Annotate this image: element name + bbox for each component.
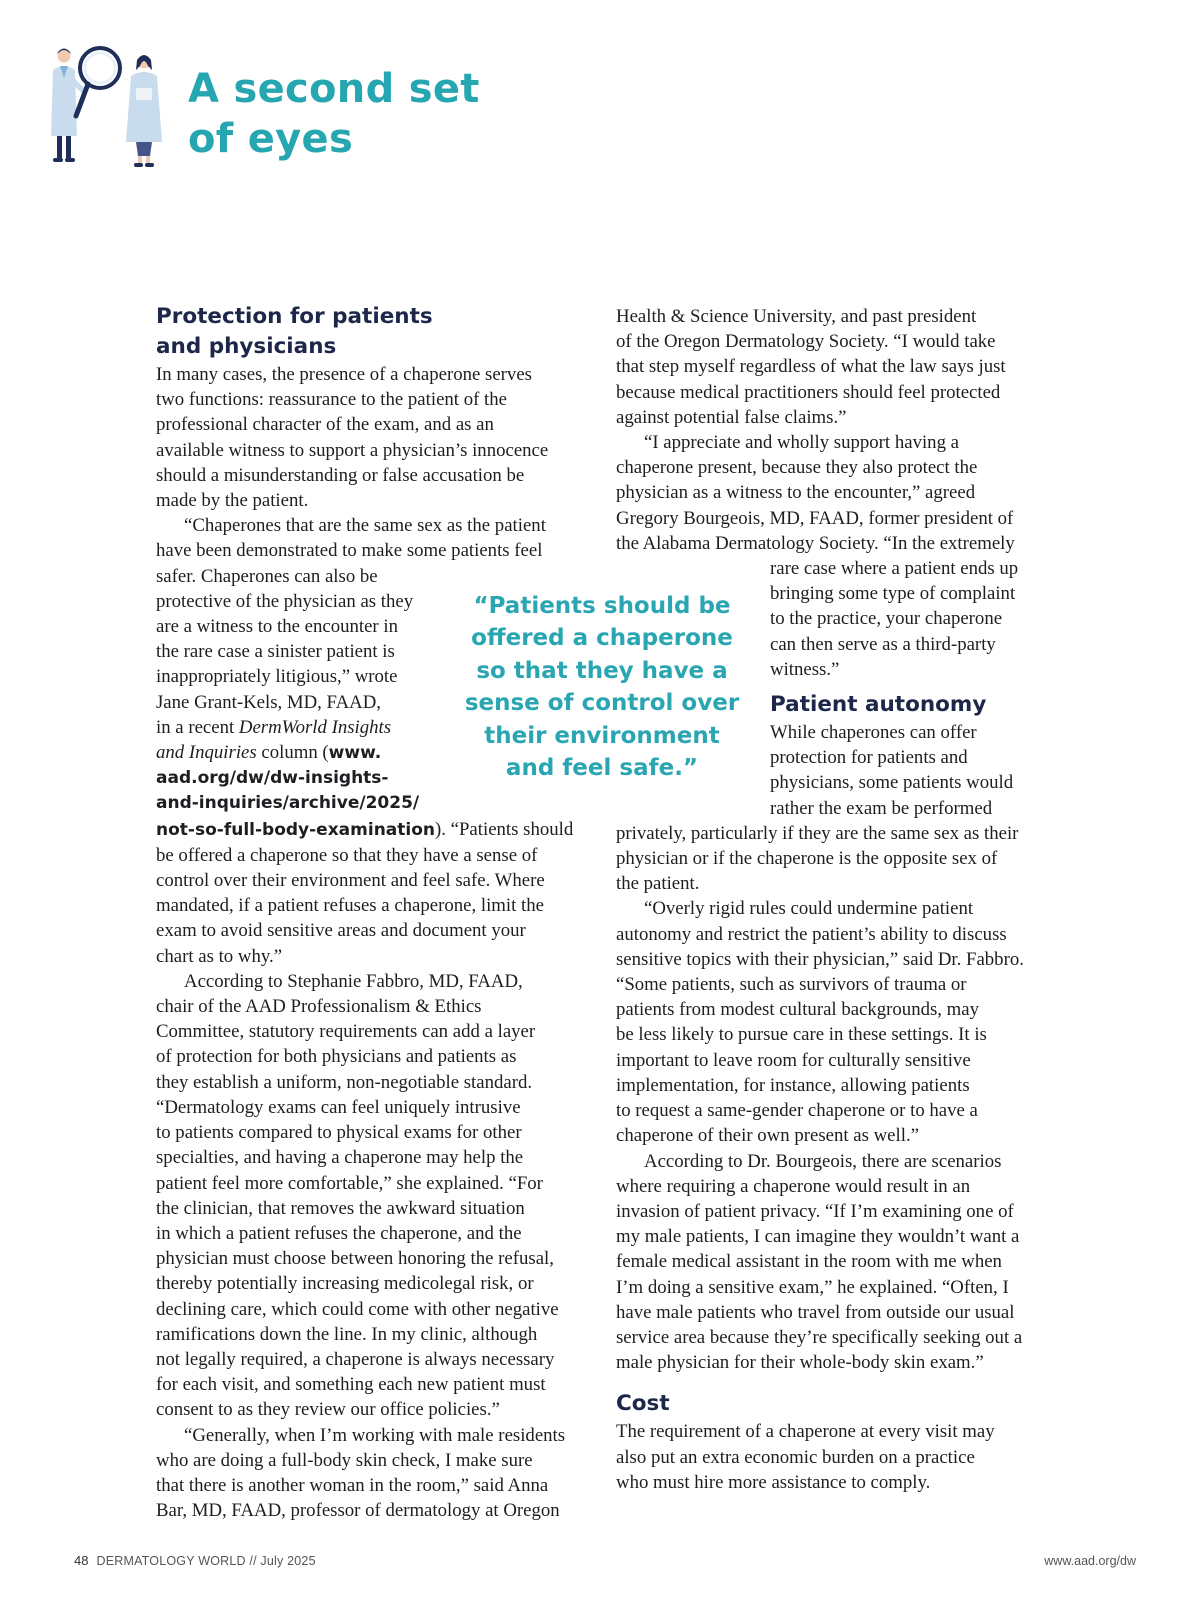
publication-name: DERMATOLOGY WORLD // July 2025 [96, 1554, 316, 1568]
text-line: to the practice, your chaperone [770, 608, 1003, 630]
text-line: Health & Science University, and past president [616, 306, 977, 327]
text-line: “Generally, when I’m working with male residents [184, 1424, 566, 1446]
text-line: witness.” [770, 658, 840, 680]
text-line: Jane Grant-Kels, MD, FAAD, [156, 691, 381, 713]
text-line: chair of the AAD Professionalism & Ethics [156, 996, 482, 1018]
text-segment: in a recent [156, 716, 239, 738]
pull-quote-line: sense of control over [464, 690, 740, 717]
text-line: “Chaperones that are the same sex as the patient [184, 515, 546, 537]
article-link[interactable]: www. [328, 743, 382, 764]
text-line: rather the exam be performed [770, 797, 993, 819]
text-line: privately, particularly if they are the same sex as their [616, 822, 1019, 844]
text-line: because medical practitioners should feel protected [616, 381, 1001, 403]
text-line: mandated, if a patient refuses a chaperone, limit the [156, 895, 544, 917]
paragraph [616, 1149, 1056, 1376]
text-line: chaperone of their own present as well.” [616, 1125, 919, 1147]
heading-line: Protection for patients [156, 304, 433, 329]
text-line: male physician for their whole-body skin exam.” [616, 1352, 984, 1374]
text-line: Bar, MD, FAAD, professor of dermatology at Oregon [156, 1500, 560, 1522]
paragraph [156, 969, 596, 1423]
article-link[interactable]: not-so-full-body-examination [156, 819, 435, 840]
text-line: important to leave room for culturally sensitive [616, 1049, 971, 1071]
text-line: in which a patient refuses the chaperone, and the [156, 1222, 522, 1244]
text-line: implementation, for instance, allowing patients [616, 1074, 970, 1096]
text-line: should a misunderstanding or false accusation be [156, 464, 525, 486]
footer-url[interactable]: www.aad.org/dw [1044, 1554, 1136, 1568]
text-line: are a witness to the encounter in [156, 616, 398, 638]
text-line: that step myself regardless of what the law says just [616, 356, 1006, 378]
text-line: Committee, statutory requirements can add a layer [156, 1021, 536, 1043]
text-line: available witness to support a physician’s innocence [156, 439, 549, 461]
pull-quote-line: and feel safe.” [505, 755, 699, 782]
column-name: and Inquiries [156, 742, 257, 764]
text-line: declining care, which could come with other negative [156, 1298, 559, 1320]
text-line: specialties, and having a chaperone may help the [156, 1147, 524, 1169]
left-column [156, 302, 596, 1523]
text-line: female medical assistant in the room with me when [616, 1251, 1002, 1273]
text-line: physician or if the chaperone is the opposite sex of [616, 848, 998, 870]
text-line: control over their environment and feel safe. Where [156, 870, 545, 892]
paragraph [156, 362, 596, 513]
text-line: According to Stephanie Fabbro, MD, FAAD, [184, 970, 523, 992]
text-line: of protection for both physicians and patients as [156, 1046, 517, 1068]
paragraph [616, 430, 1056, 556]
text-line: protection for patients and [770, 747, 968, 769]
text-line: In many cases, the presence of a chaperone serves [156, 364, 532, 385]
text-line: sensitive topics with their physician,” said Dr. Fabbro. [616, 948, 1024, 970]
narrow-text-block [616, 556, 1056, 821]
text-line: to request a same-gender chaperone or to have a [616, 1100, 978, 1122]
text-line: “I appreciate and wholly support having a [644, 432, 959, 454]
text-line: While chaperones can offer [770, 722, 977, 744]
text-line: who must hire more assistance to comply. [616, 1471, 931, 1493]
pull-quote-line: so that they have a [476, 657, 728, 684]
text-line: not legally required, a chaperone is always necessary [156, 1348, 555, 1370]
pull-quote-line: their environment [484, 722, 720, 749]
text-line: inappropriately litigious,” wrote [156, 666, 398, 688]
text-line: have male patients who travel from outside our usual [616, 1301, 1015, 1323]
text-line: against potential false claims.” [616, 406, 847, 428]
text-line [156, 740, 596, 766]
text-line: they establish a uniform, non-negotiable standard. [156, 1071, 533, 1093]
text-line: thereby potentially increasing medicolegal risk, or [156, 1273, 534, 1295]
text-line: have been demonstrated to make some patients feel [156, 540, 543, 562]
text-line: who are doing a full-body skin check, I make sure [156, 1449, 533, 1471]
article-link[interactable]: aad.org/dw/dw-insights- [156, 768, 389, 789]
text-line: can then serve as a third-party [770, 633, 996, 655]
text-line: patients from modest cultural backgrounds, may [616, 999, 980, 1021]
text-line: of the Oregon Dermatology Society. “I would take [616, 331, 996, 353]
text-line: physician as a witness to the encounter,” agreed [616, 482, 976, 504]
text-line: “Dermatology exams can feel uniquely intrusive [156, 1096, 521, 1118]
section-heading-autonomy: Patient autonomy [770, 692, 987, 718]
pull-quote-line: “Patients should be [473, 593, 731, 619]
section-heading-protection [156, 302, 596, 362]
article-title-line: A second set [188, 66, 480, 112]
text-line [156, 715, 596, 740]
text-line: where requiring a chaperone would result in an [616, 1175, 971, 1197]
text-segment: column ( [256, 742, 329, 764]
paragraph [156, 1423, 596, 1524]
footer-publication [74, 1553, 316, 1568]
text-line: the clinician, that removes the awkward situation [156, 1197, 525, 1219]
article-title-line: of eyes [188, 116, 354, 162]
page-number: 48 [74, 1553, 89, 1568]
text-line: the rare case a sinister patient is [156, 641, 395, 663]
paragraph [616, 896, 1056, 1148]
text-line: Gregory Bourgeois, MD, FAAD, former president of [616, 507, 1014, 529]
text-line: protective of the physician as they [156, 590, 414, 612]
text-line: the Alabama Dermatology Society. “In the extremely [616, 532, 1015, 554]
text-line: According to Dr. Bourgeois, there are scenarios [644, 1150, 1002, 1172]
text-line: be less likely to pursue care in these settings. It is [616, 1024, 987, 1046]
text-line: to patients compared to physical exams for other [156, 1122, 522, 1144]
paragraph [616, 1419, 1056, 1495]
text-line: that there is another woman in the room,” said Anna [156, 1474, 549, 1496]
text-line: professional character of the exam, and as an [156, 414, 494, 436]
section-heading-cost: Cost [616, 1391, 670, 1417]
text-line: service area because they’re specifically seeking out a [616, 1326, 1023, 1348]
text-line: for each visit, and something each new patient must [156, 1374, 546, 1396]
text-line: physicians, some patients would [770, 772, 1014, 794]
text-line: chart as to why.” [156, 945, 283, 967]
text-line: invasion of patient privacy. “If I’m examining one of [616, 1200, 1014, 1222]
article-link[interactable]: and-inquiries/archive/2025/ [156, 793, 420, 814]
text-line: my male patients, I can imagine they wouldn’t want a [616, 1226, 1020, 1248]
text-line: “Overly rigid rules could undermine patient [644, 898, 974, 920]
column-name: DermWorld Insights [238, 716, 392, 738]
text-line: “Some patients, such as survivors of trauma or [616, 974, 967, 996]
text-line: two functions: reassurance to the patient of the [156, 389, 507, 411]
text-segment: ). “Patients should [435, 818, 574, 840]
text-line: also put an extra economic burden on a practice [616, 1446, 975, 1468]
pull-quote-line: offered a chaperone [471, 625, 733, 652]
text-line: autonomy and restrict the patient’s ability to discuss [616, 923, 1007, 945]
text-line: chaperone present, because they also protect the [616, 457, 978, 479]
text-line: physician must choose between honoring the refusal, [156, 1248, 554, 1270]
text-line: made by the patient. [156, 490, 309, 512]
paragraph [156, 513, 596, 969]
text-line: ramifications down the line. In my clinic, although [156, 1323, 538, 1345]
heading-line: and physicians [156, 334, 337, 359]
text-line: consent to as they review our office policies.” [156, 1399, 500, 1421]
paragraph [616, 304, 1056, 430]
text-line: safer. Chaperones can also be [156, 565, 378, 587]
text-line: bringing some type of complaint [770, 583, 1016, 605]
text-line: I’m doing a sensitive exam,” he explained. “Often, I [616, 1276, 1009, 1298]
text-line: patient feel more comfortable,” she explained. “For [156, 1172, 543, 1194]
text-line: the patient. [616, 873, 700, 895]
paragraph [616, 821, 1056, 897]
text-line: The requirement of a chaperone at every visit may [616, 1421, 995, 1443]
text-line: rare case where a patient ends up [770, 558, 1019, 580]
doctors-with-magnifying-glass-illustration [50, 44, 168, 170]
text-line: exam to avoid sensitive areas and document your [156, 920, 526, 942]
right-column [616, 304, 1056, 1495]
article-title [188, 64, 480, 164]
text-line: be offered a chaperone so that they have a sense of [156, 844, 538, 866]
text-line [156, 817, 596, 843]
lab-coat-icon [126, 72, 162, 142]
